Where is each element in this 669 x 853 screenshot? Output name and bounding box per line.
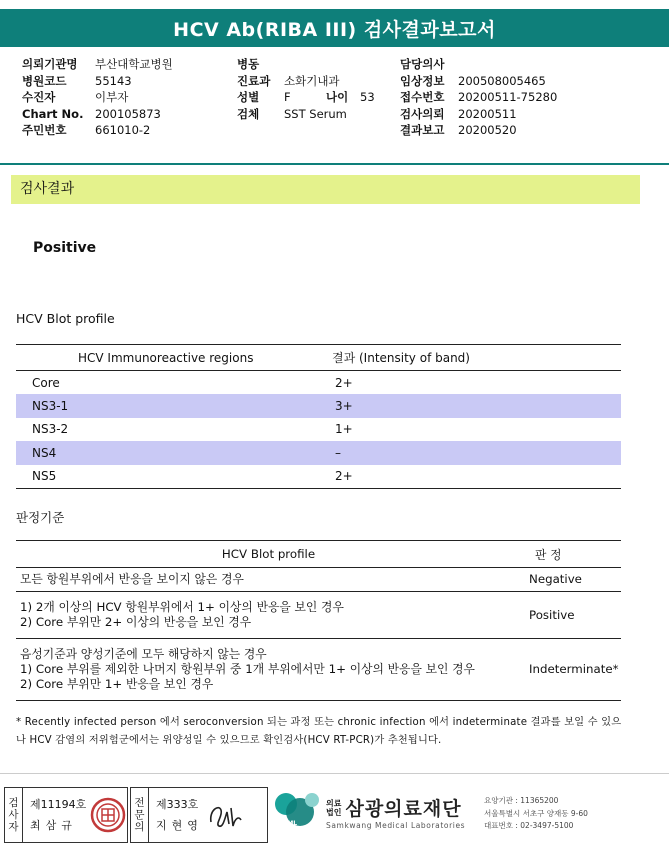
footer-divider [0, 773, 669, 774]
footnote: * Recently infected person 에서 seroconversion 되는 과정 또는 chronic infection 에서 indeterminate 결과를 보일 수 있으나 HCV 감염의 저위험군에서는 위양성일 수 있으므로 확인검사(HCV RT-PCR)가 추천됩니다. [16, 717, 622, 746]
approver-license: 제333호 [156, 798, 199, 811]
info-value: F [284, 90, 291, 105]
org-name: 삼광의료재단 [345, 798, 462, 820]
approver-name: 지현영 [156, 819, 203, 832]
contact-line: 요양기관 : 11365200 [484, 796, 559, 805]
judgement-cell: Indeterminate* [521, 639, 621, 701]
org-name-block [326, 794, 465, 830]
examiner-name: 최삼규 [30, 819, 77, 832]
approver-label: 전 문 의 [131, 788, 149, 842]
table-row [16, 592, 621, 639]
info-row [400, 122, 557, 139]
info-row [22, 122, 173, 139]
org-english-name: Samkwang Medical Laboratories [326, 821, 466, 830]
info-value: 이부자 [95, 90, 129, 105]
criteria-line: 모든 항원부위에서 반응을 보이지 않은 경우 [20, 572, 244, 586]
contact-line: 서울특별시 서초구 양재동 9-60 [484, 808, 588, 818]
info-label: 의뢰기관명 [22, 57, 78, 71]
judgement-cell: Positive [521, 592, 621, 639]
age-label: 나이 [326, 90, 349, 105]
column-header: HCV Immunoreactive regions [16, 345, 332, 371]
approver-sign [149, 794, 203, 836]
info-label: 수진자 [22, 90, 56, 105]
info-label: 임상정보 [400, 73, 445, 88]
examiner-license: 제11194호 [30, 798, 87, 811]
blot-profile-table [16, 344, 621, 489]
org-prefix [326, 799, 341, 817]
info-value: 55143 [95, 73, 132, 88]
region-cell: NS5 [16, 465, 332, 489]
region-cell: NS3-2 [32, 422, 69, 437]
signature-icon [205, 798, 245, 832]
region-cell: NS3-1 [16, 394, 332, 418]
info-row [400, 89, 557, 106]
criteria-cell [16, 592, 521, 639]
judgement-cell: Negative [521, 568, 621, 592]
intensity-cell: – [332, 441, 621, 465]
patient-info-col1 [22, 56, 173, 139]
result-section-header: 검사결과 [11, 175, 640, 204]
info-row [22, 89, 173, 106]
examiner-sign [23, 794, 86, 836]
info-value: 200105873 [95, 106, 161, 121]
criteria-title: 판정기준 [16, 510, 65, 525]
info-row [237, 56, 375, 73]
table-row [16, 371, 621, 395]
info-value: SST Serum [284, 106, 347, 121]
table-header-row [16, 345, 621, 371]
logo-badge-text: SML [283, 820, 298, 827]
intensity-cell: 2+ [332, 465, 621, 489]
info-label: 진료과 [237, 73, 271, 88]
org-prefix-bottom: 법인 [326, 807, 342, 817]
info-value: 20200511-75280 [458, 90, 558, 105]
info-label: 결과보고 [400, 123, 445, 138]
criteria-line: 1) 2개 이상의 HCV 항원부위에서 1+ 이상의 반응을 보인 경우 [20, 600, 344, 614]
info-value: 20200511 [458, 106, 517, 121]
patient-info-col3 [400, 56, 557, 139]
approver-box [130, 787, 268, 843]
criteria-line: 1) Core 부위를 제외한 나머지 항원부위 중 1개 부위에서만 1+ 이상의 반응을 보인 경우 [20, 662, 475, 676]
info-row [237, 106, 375, 123]
sml-logo-icon [272, 790, 322, 834]
info-label: 주민번호 [22, 123, 67, 138]
header-divider [0, 163, 669, 165]
table-row [16, 418, 621, 442]
patient-info-col2 [237, 56, 375, 122]
info-label: Chart No. [22, 106, 84, 121]
intensity-cell: 3+ [332, 394, 621, 418]
info-row [22, 56, 173, 73]
org-logo [272, 790, 465, 834]
info-value: 661010-2 [95, 123, 151, 138]
info-row [400, 56, 557, 73]
criteria-line: 2) Core 부위만 1+ 반응을 보인 경우 [20, 677, 214, 691]
org-contact [484, 795, 588, 833]
info-row [22, 73, 173, 90]
info-label: 검사의뢰 [400, 106, 445, 121]
table-header-row [16, 541, 621, 568]
info-label: 병원코드 [22, 73, 67, 88]
table-row [16, 639, 621, 701]
info-value: 20200520 [458, 123, 517, 138]
age-value: 53 [360, 90, 375, 105]
criteria-line: 2) Core 부위만 2+ 이상의 반응을 보인 경우 [20, 615, 252, 629]
column-header: 결과 (Intensity of band) [332, 345, 621, 371]
org-name-row [326, 794, 465, 821]
contact-line: 대표번호 : 02-3497-5100 [484, 821, 574, 830]
region-cell: NS4 [16, 441, 332, 465]
info-row [400, 73, 557, 90]
table-row [16, 465, 621, 489]
info-row [237, 89, 375, 106]
column-header: 판 정 [521, 541, 621, 568]
region-cell: Core [32, 375, 60, 390]
examiner-label: 검 사 자 [5, 788, 23, 842]
info-label: 담당의사 [400, 57, 445, 71]
intensity-cell: 1+ [335, 422, 353, 437]
blot-profile-title: HCV Blot profile [16, 311, 115, 326]
seal-stamp-icon [90, 797, 126, 833]
info-value: 부산대학교병원 [95, 57, 173, 71]
intensity-cell: 2+ [335, 375, 353, 390]
table-row [16, 394, 621, 418]
info-label: 검체 [237, 106, 260, 121]
examiner-box [4, 787, 128, 843]
criteria-table [16, 540, 621, 701]
criteria-line: 음성기준과 양성기준에 모두 해당하지 않는 경우 [20, 647, 267, 661]
table-row [16, 441, 621, 465]
info-label: 성별 [237, 90, 260, 105]
info-row [400, 106, 557, 123]
info-label: 접수번호 [400, 90, 445, 105]
info-label: 병동 [237, 57, 260, 71]
table-row [16, 568, 621, 592]
info-value: 소화기내과 [284, 73, 340, 88]
column-header: HCV Blot profile [16, 541, 521, 568]
info-value: 200508005465 [458, 73, 546, 88]
criteria-cell [16, 639, 521, 701]
criteria-cell [16, 568, 521, 592]
report-title: HCV Ab(RIBA III) 검사결과보고서 [0, 9, 669, 47]
info-row [22, 106, 173, 123]
org-prefix-top: 의료 [326, 798, 342, 808]
result-value: Positive [33, 240, 97, 256]
info-row [237, 73, 375, 90]
